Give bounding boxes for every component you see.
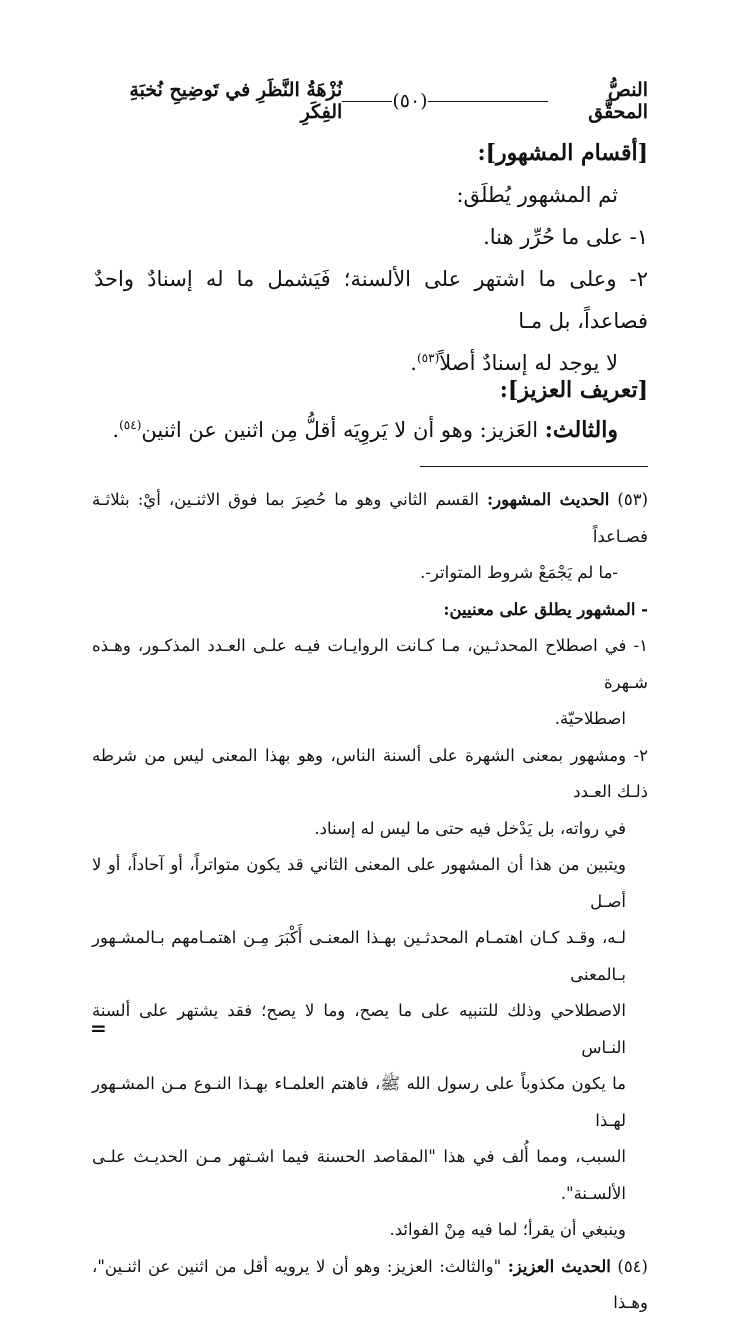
- footnote-line: ويتبين من هذا أن المشهور على المعنى الثاني قد يكون متواتراً، أو آحاداً، أو لا أصـل: [92, 855, 626, 911]
- continuation-mark: =: [90, 1016, 107, 1040]
- definition-label: والثالث:: [544, 417, 618, 443]
- footnote-number: (٥٤): [617, 1256, 648, 1276]
- footnote-line: ٢- ومشهور بمعنى الشهرة على ألسنة الناس، وهو بهذا المعنى ليس من شرطه ذلـك العـدد: [92, 745, 648, 801]
- main-text: [94, 132, 648, 384]
- heading-aziz: [تعريف العزيز]:: [499, 377, 648, 403]
- footnote-line: ما يكون مكذوباً على رسول الله ﷺ، فاهتم العلمـاء بهـذا النـوع مـن المشـهور لهـذا: [92, 1074, 626, 1130]
- main-line: ثم المشهور يُطلَق:: [456, 183, 618, 207]
- footnote-line: لـه، وقـد كـان اهتمـام المحدثـين بهـذا المعنـى أَكْبَرَ مِـن اهتمـامهم بـالمشـهور بـالمعنى: [92, 928, 626, 984]
- footnote-line: وينبغي أن يقرأ؛ لما فيه مِنْ الفوائد.: [389, 1220, 626, 1239]
- footnote-term: الحديث العزيز:: [507, 1256, 611, 1276]
- footnotes: [92, 482, 648, 1322]
- footnote-subheading: - المشهور يطلق على معنيين:: [443, 599, 648, 619]
- footnote-text: القسم الثاني وهو ما حُصِرَ بما فوق الاثنـين، أيْ: بثلاثـة فصـاعداً: [92, 490, 648, 546]
- definition-line: والثالث: العَزيز: وهو أن لا يَروِيَه أقلُّ مِن اثنين عن اثنين$^{(٥٤)}$.: [112, 417, 618, 443]
- book-title: نُزْهَةُ النَّظَرِ في تَوضِيحِ نُخبَةِ الفِكَرِ: [129, 79, 343, 123]
- footnote-53: [92, 482, 648, 555]
- footnote-ref: (٥٣): [416, 351, 440, 365]
- main-text-2: [94, 370, 648, 450]
- header-section: النصُّ المحقَّق: [588, 79, 648, 123]
- footnote-text: "والثالث: العزيز: وهو أن لا يرويه أقل من اثنين عن اثنـين"، وهـذا: [92, 1256, 648, 1312]
- running-header: [96, 79, 648, 123]
- list-item: ٢- وعلى ما اشتهر على الألسنة؛ فَيَشمل ما له إسنادٌ واحدٌ فصاعداً، بل مـا: [94, 267, 648, 333]
- header-rule: [428, 101, 548, 102]
- page-number: (٥٠): [392, 90, 428, 112]
- definition-text: العَزيز: وهو أن لا يَروِيَه أقلُّ مِن اثنين عن اثنين: [141, 418, 539, 442]
- footnote-line: السبب، ومما أُلف في هذا "المقاصد الحسنة فيما اشـتهر مـن الحديـث علـى الألسـنة".: [92, 1147, 626, 1203]
- footnote-ref: (٥٤): [119, 418, 142, 432]
- footnote-line: في رواته، بل يَدْخل فيه حتى ما ليس له إسناد.: [314, 818, 626, 838]
- list-item-text: لا يوجد له إسنادٌ أصلاً: [439, 351, 618, 375]
- header-rule: [342, 101, 392, 102]
- list-item-continuation: لا يوجد له إسنادٌ أصلاً$^{(٥٣)}$.: [410, 351, 618, 375]
- footnote-54: [92, 1249, 648, 1322]
- footnote-separator: [420, 466, 648, 467]
- footnote-line: الاصطلاحي وذلك للتنبيه على ما يصح، وما لا يصح؛ فقد يشتهر على ألسنة النـاس: [92, 1001, 626, 1057]
- heading-mashhur: [أقسام المشهور]:: [477, 140, 648, 166]
- footnote-line: -ما لم يَجْمَعْ شروط المتواتر-.: [420, 563, 618, 582]
- footnote-number: (٥٣): [617, 490, 648, 509]
- list-item: ١- على ما حُرِّر هنا.: [483, 225, 648, 249]
- footnote-line: اصطلاحيّة.: [554, 709, 626, 728]
- footnote-term: الحديث المشهور:: [487, 490, 610, 509]
- footnote-line: ١- في اصطلاح المحدثـين، مـا كـانت الروايـات فيـه علـى العـدد المذكـور، وهـذه شـهرة: [92, 636, 648, 692]
